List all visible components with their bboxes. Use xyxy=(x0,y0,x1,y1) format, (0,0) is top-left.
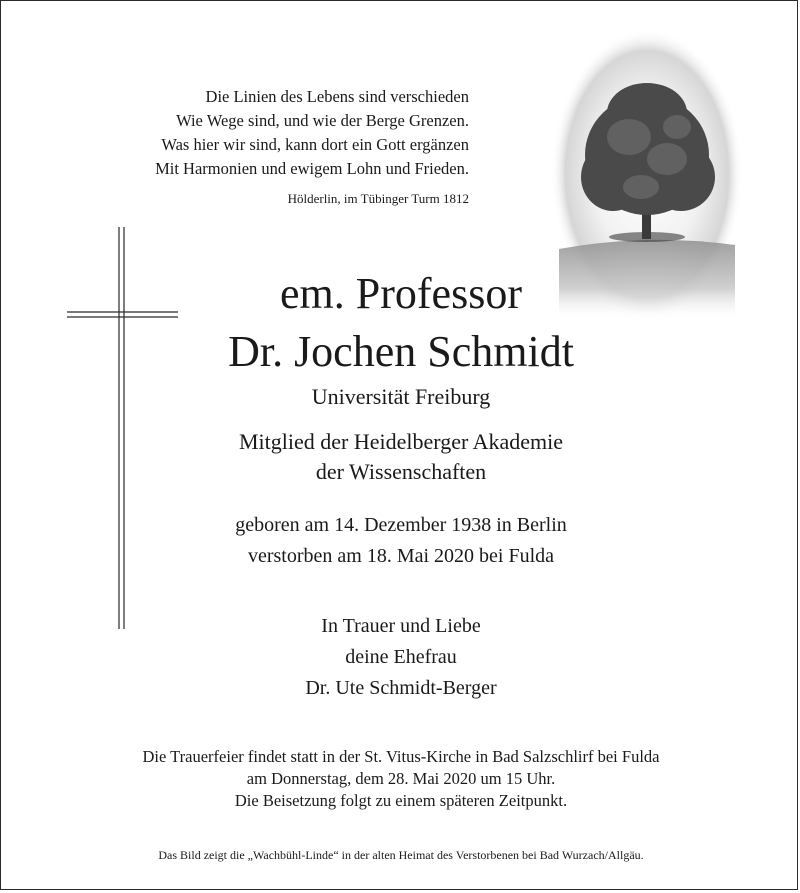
funeral-service-info xyxy=(1,746,800,812)
poem-line: Mit Harmonien und ewigem Lohn und Frieden. xyxy=(155,159,469,178)
poem xyxy=(155,85,469,181)
poem-line: Wie Wege sind, und wie der Berge Grenzen. xyxy=(176,111,469,130)
affiliation: Universität Freiburg xyxy=(311,384,491,409)
poem-attribution: Hölderlin, im Tübinger Turm 1812 xyxy=(287,191,469,206)
service-line: Die Beisetzung folgt zu einem späteren Zeitpunkt. xyxy=(234,791,568,810)
mourners-line: Dr. Ute Schmidt-Berger xyxy=(305,677,497,699)
service-line: am Donnerstag, dem 28. Mai 2020 um 15 Uhr. xyxy=(246,769,556,788)
service-line: Die Trauerfeier findet statt in der St. Vitus-Kirche in Bad Salzschlirf bei Fulda xyxy=(142,747,660,766)
mourners-line: deine Ehefrau xyxy=(345,646,457,668)
deceased-name: Dr. Jochen Schmidt xyxy=(228,327,574,376)
life-dates xyxy=(1,510,800,572)
membership xyxy=(1,427,800,487)
mourners-line: In Trauer und Liebe xyxy=(321,615,481,637)
image-caption: Das Bild zeigt die „Wachbühl-Linde“ in der alten Heimat des Verstorbenen bei Bad Wurzach/Allgäu. xyxy=(158,848,644,862)
mourners xyxy=(1,611,800,704)
poem-line: Die Linien des Lebens sind verschieden xyxy=(205,87,469,106)
academic-title: em. Professor xyxy=(280,269,522,318)
membership-line: Mitglied der Heidelberger Akademie xyxy=(239,429,563,454)
birth-date: geboren am 14. Dezember 1938 in Berlin xyxy=(235,514,567,536)
poem-line: Was hier wir sind, kann dort ein Gott ergänzen xyxy=(161,135,469,154)
death-date: verstorben am 18. Mai 2020 bei Fulda xyxy=(247,545,555,567)
membership-line: der Wissenschaften xyxy=(315,459,487,484)
